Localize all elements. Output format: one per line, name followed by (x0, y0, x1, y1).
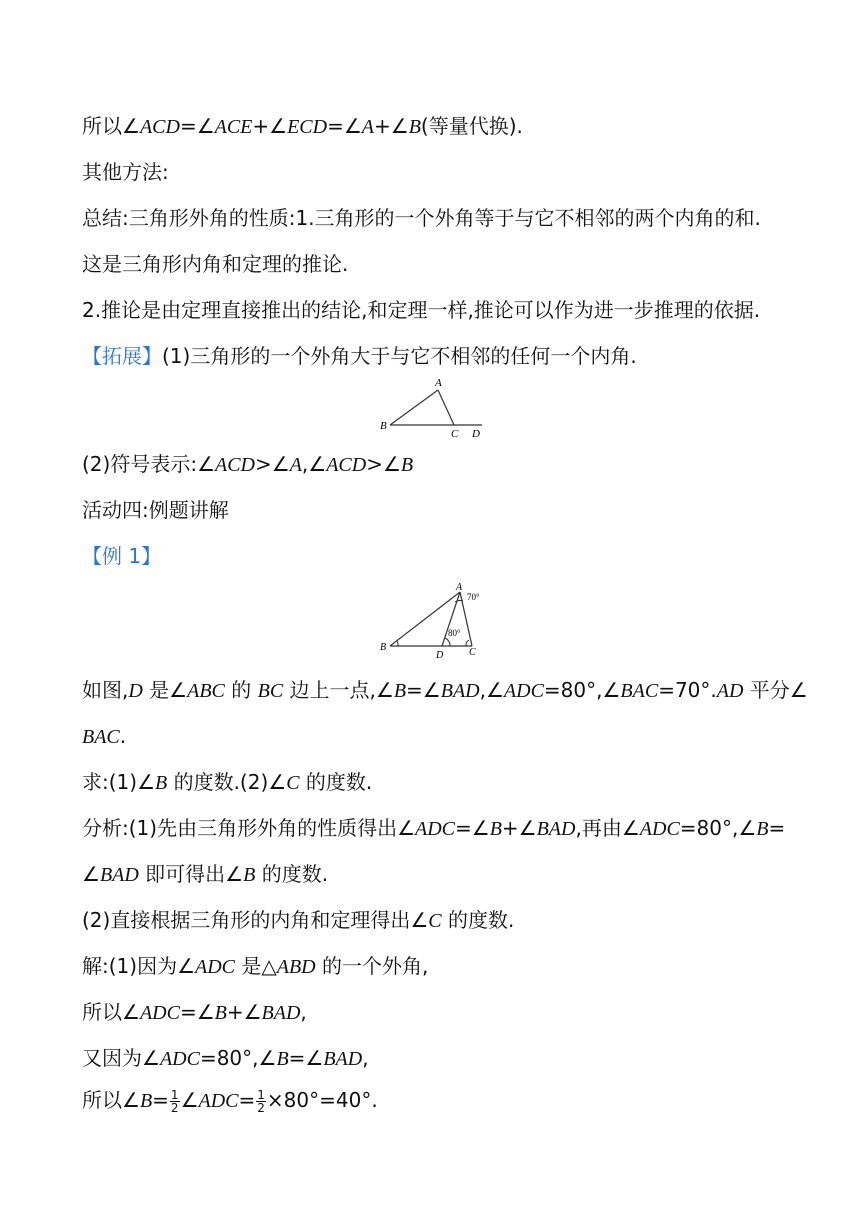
solution-line-2: 所以∠ADC=∠B+∠BAD, (82, 1000, 307, 1024)
figure2-angle-b-arc (397, 641, 398, 646)
text-line-1: 所以∠ACD=∠ACE+∠ECD=∠A+∠B(等量代换). (82, 114, 523, 138)
figure1-label-c: C (451, 428, 459, 440)
text-line-4: 这是三角形内角和定理的推论. (82, 252, 349, 276)
question-line: 求:(1)∠B 的度数.(2)∠C 的度数. (82, 770, 373, 794)
fraction-half-2: $\frac{1}{2}$ (257, 1088, 265, 1115)
problem-line-1: 如图,D 是∠ABC 的 BC 边上一点,∠B=∠BAD,∠ADC=80°,∠BAC=70°.AD 平分∠ (82, 678, 808, 702)
figure2-angle-d-arc (445, 638, 450, 646)
figure2-label-d: D (436, 650, 444, 658)
solution-line-4: 所以∠B= $\frac{1}{2}$ ∠ADC= $\frac{1}{2}$ ×80°=40°. (82, 1088, 378, 1115)
figure-example-triangle (372, 580, 490, 658)
figure-exterior-angle (372, 374, 488, 440)
figure1-side-ac (438, 390, 454, 425)
figure2-label-a: A (456, 582, 463, 593)
figure1-label-d: D (472, 428, 480, 440)
text-line-5: 2.推论是由定理直接推出的结论,和定理一样,推论可以作为进一步推理的依据. (82, 298, 761, 322)
fraction-half-1: $\frac{1}{2}$ (170, 1088, 179, 1115)
extension-line: 【拓展】(1)三角形的一个外角大于与它不相邻的任何一个内角. (82, 344, 637, 368)
solution-line-1: 解:(1)因为∠ADC 是△ABD 的一个外角, (82, 954, 429, 978)
activity-heading: 活动四:例题讲解 (82, 498, 229, 522)
text-line-2: 其他方法: (82, 160, 169, 184)
figure2-angle-c-arc (466, 640, 469, 646)
figure1-label-b: B (380, 420, 387, 432)
analysis-line-1: 分析:(1)先由三角形外角的性质得出∠ADC=∠B+∠BAD,再由∠ADC=80°,∠B= (82, 816, 786, 840)
extension-tag: 【拓展】 (82, 344, 162, 368)
summary-line: 总结:三角形外角的性质:1.三角形的一个外角等于与它不相邻的两个内角的和. (82, 206, 761, 230)
analysis-line-3: (2)直接根据三角形的内角和定理得出∠C 的度数. (82, 908, 515, 932)
figure2-label-c: C (469, 647, 476, 658)
example-line (82, 542, 782, 570)
example-tag: 【例 1】 (82, 544, 162, 568)
problem-line-2: BAC. (82, 724, 127, 748)
analysis-line-2: ∠BAD 即可得出∠B 的度数. (82, 862, 329, 886)
figure2-angle-label-80: 80° (448, 628, 461, 638)
figure1-label-a: A (435, 377, 442, 389)
figure2-angle-label-70: 70° (467, 592, 480, 602)
figure1-side-ab (390, 390, 438, 425)
symbol-line: (2)符号表示:∠ACD>∠A,∠ACD>∠B (82, 452, 414, 476)
solution-line-3: 又因为∠ADC=80°,∠B=∠BAD, (82, 1046, 369, 1070)
figure2-label-b: B (380, 642, 387, 653)
